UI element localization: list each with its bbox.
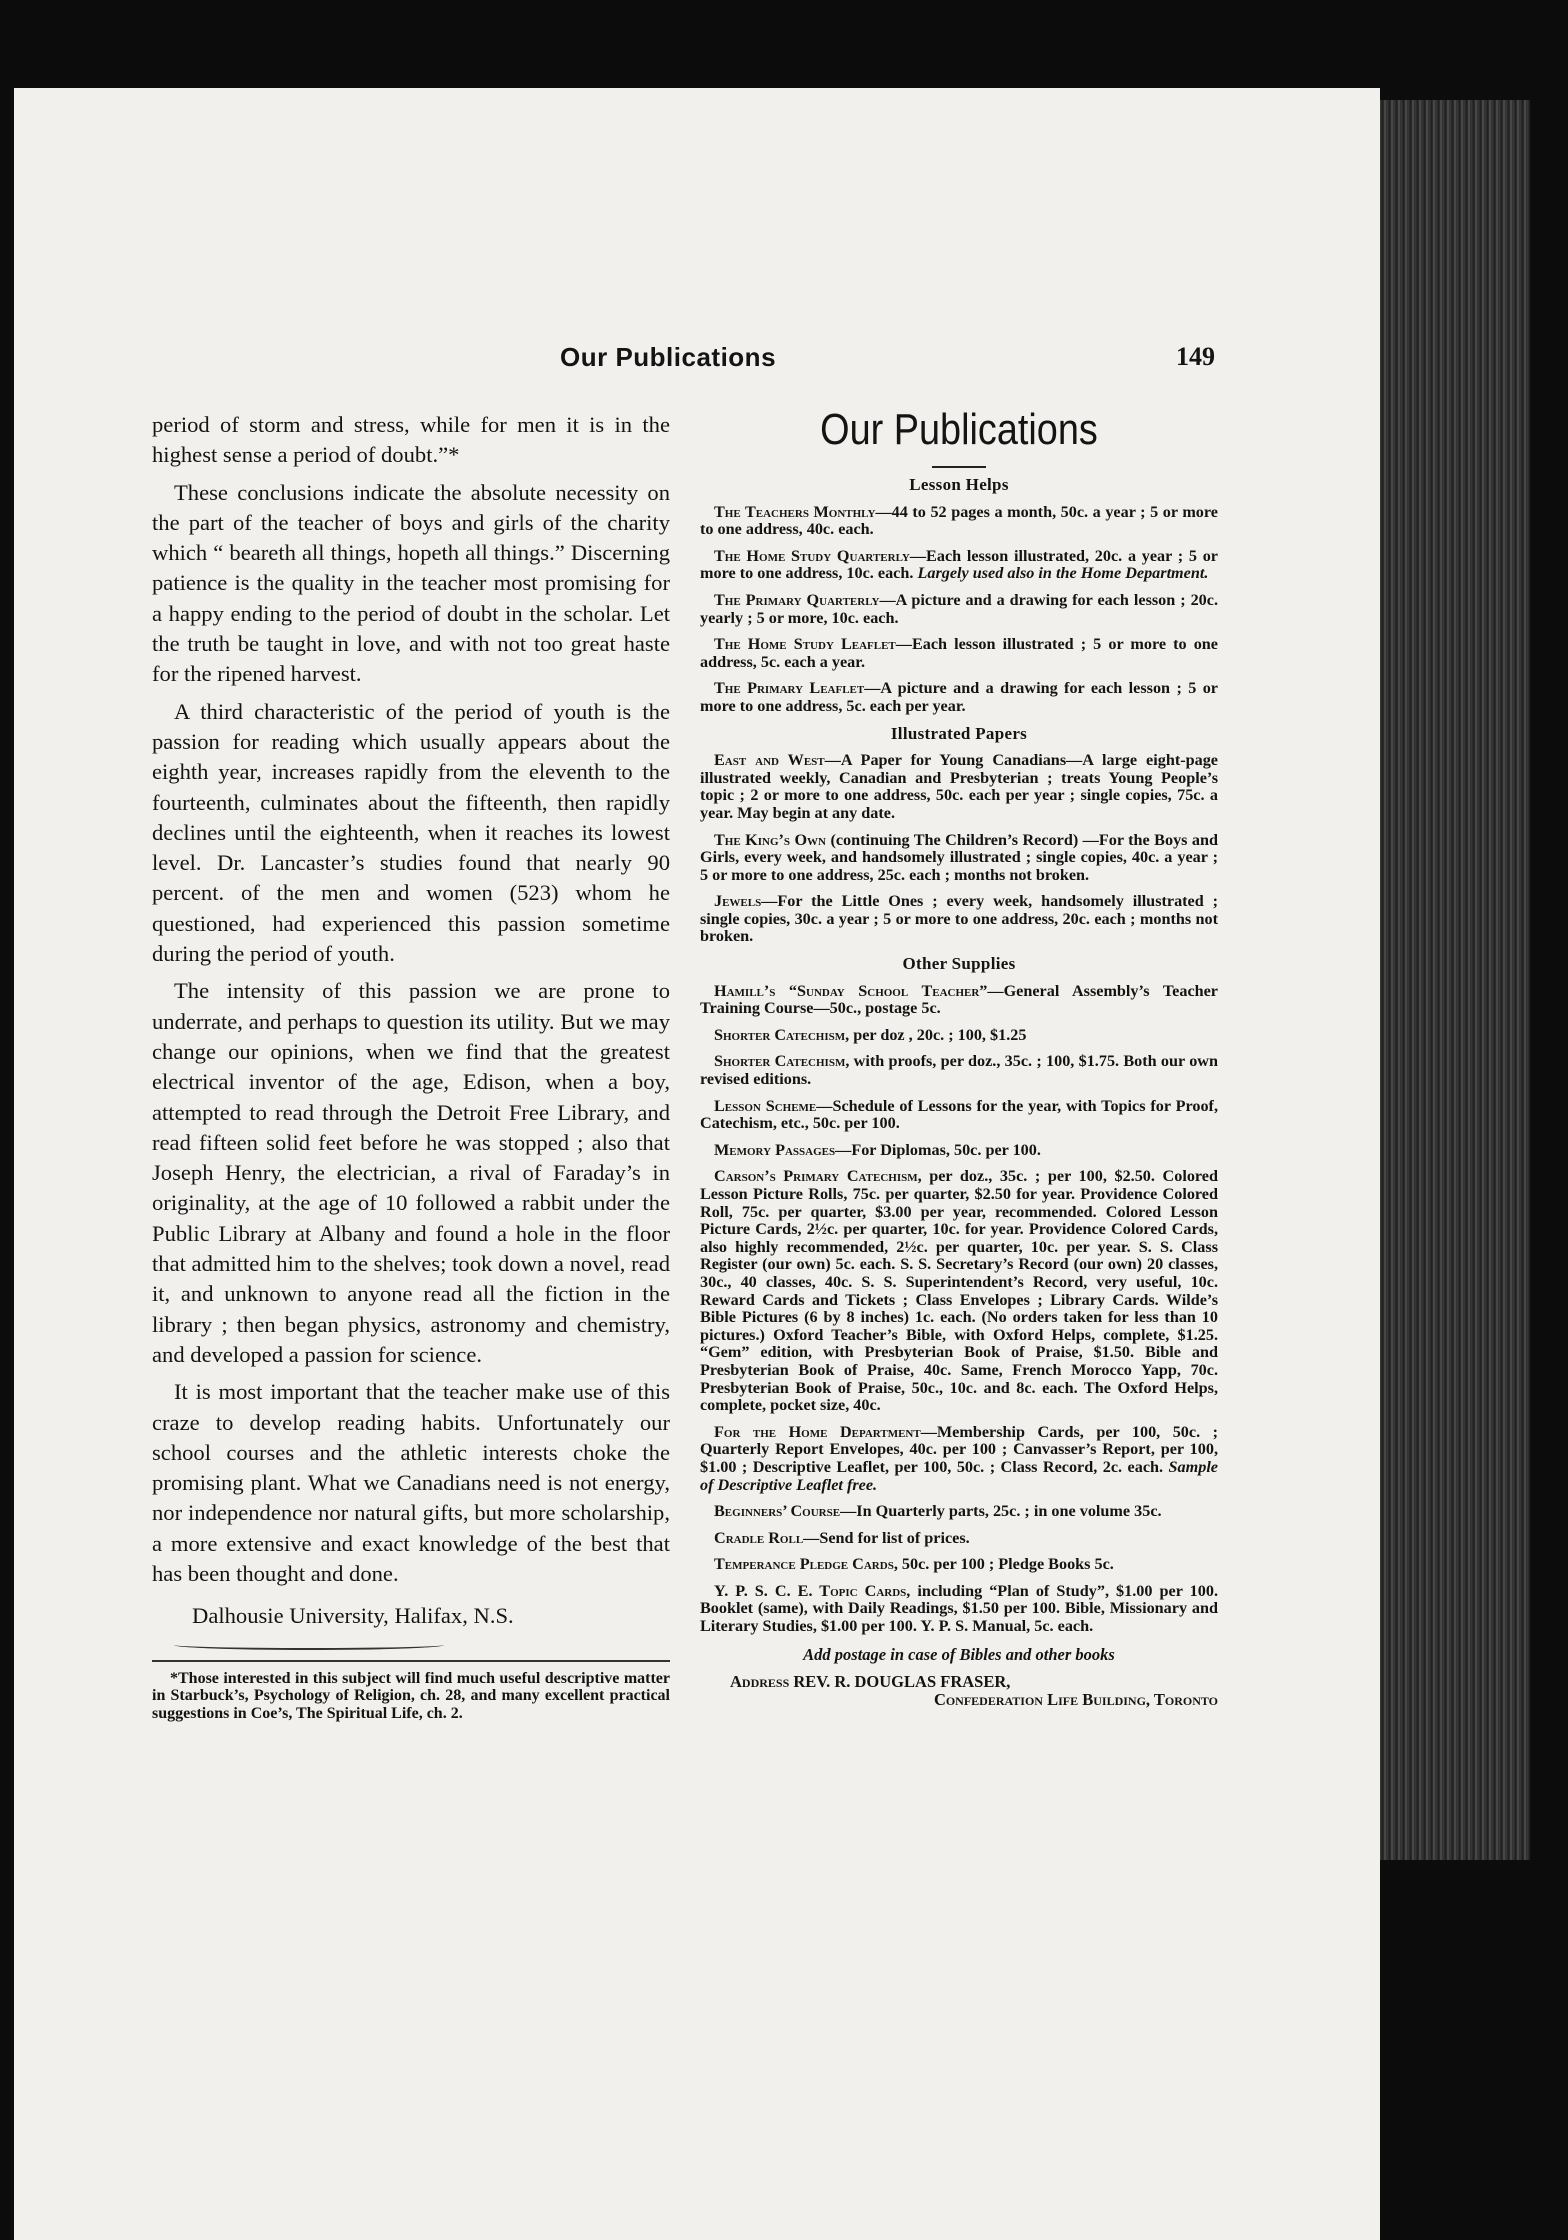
entry-name: Carson’s Primary Catechism: [714, 1167, 918, 1186]
entry-name: The King’s Own: [714, 830, 826, 849]
list-item: [700, 1053, 1218, 1088]
entry-name: The Teachers Monthly: [714, 502, 876, 521]
list-item: [700, 504, 1218, 539]
footnote: *Those interested in this subject will find much useful descriptive matter in Starbuck’s, Psychology of Religion, ch. 28, and many excellent practical suggestions in Coe’s, The Spiritual Life, ch. 2.: [152, 1669, 670, 1722]
title-divider: [932, 466, 986, 468]
entry-text: , including “Plan of Study”, $1.00 per 100. Booklet (same), with Daily Readings, $1.50 per 100. Bible, Missionary and Literary Studies, $1.00 per 100. Y. P. S. Manual, 5c. each.: [700, 1581, 1218, 1636]
entry-note: Largely used also in the Home Department.: [917, 564, 1209, 583]
list-item: [700, 1503, 1218, 1521]
entry-text: —For the Little Ones ; every week, handsomely illustrated ; single copies, 30c. a year ; 5 or more to one address, 20c. each ; months not broken.: [700, 892, 1218, 946]
entry-text: —Each lesson illustrated, 20c. a year ; 5 or more to one address, 10c. each.: [700, 546, 1218, 583]
list-item: [700, 983, 1218, 1018]
entry-note: Sample of Descriptive Leaflet free.: [700, 1457, 1218, 1494]
entry-name: The Home Study Quarterly: [714, 546, 910, 565]
entry-text: —General Assembly’s Teacher Training Course—50c., postage 5c.: [700, 981, 1218, 1018]
list-item: [700, 636, 1218, 671]
book-page-edges: [1380, 100, 1530, 1860]
right-column: [700, 404, 1218, 1708]
paragraph: These conclusions indicate the absolute necessity on the part of the teacher of boys and girls of the charity which “ beareth all things, hopeth all things.” Discerning patience is the quality in the teacher most promising for a happy ending to the period of doubt in the scholar. Let the truth be taught in love, and with not too great haste for the ripened harvest.: [152, 479, 670, 687]
address-name: REV. R. DOUGLAS FRASER,: [793, 1672, 1011, 1692]
running-title: Our Publications: [560, 342, 777, 372]
publications-title: Our Publications: [820, 405, 1098, 454]
entry-text: —A picture and a drawing for each lesson ; 20c. yearly ; 5 or more, 10c. each.: [700, 590, 1218, 627]
entry-name: Lesson Scheme: [714, 1096, 817, 1115]
entry-text: , with proofs, per doz., 35c. ; 100, $1.75. Both our own revised editions.: [700, 1052, 1218, 1089]
address-line: [700, 1673, 1218, 1691]
entry-text: , per doz , 20c. ; 100, $1.25: [845, 1025, 1027, 1044]
list-item: [700, 893, 1218, 946]
entry-text: , per doz., 35c. ; per 100, $2.50. Colored Lesson Picture Rolls, 75c. per quarter, $2.50 for year. Providence Colored Roll, 75c. per quarter, $3.00 per year, recommended. Colored Lesson Picture Cards, 2½c. per quarter, 10c. for year. Providence Colored Cards, also highly recommended, 2½c. per quarter, 10c. per year. S. S. Class Register (our own) 5c. each. S. S. Secretary’s Record (our own) 20 classes, 30c., 40 classes, 40c. S. S. Superintendent’s Record, very useful, 10c. Reward Cards and Tickets ; Class Envelopes ; Library Cards. Wilde’s Bible Pictures (6 by 8 inches) 1c. each. (No orders taken for less than 10 pictures.) Oxford Teacher’s Bible, with Oxford Helps, complete, $1.25. “Gem” edition, with Presbyterian Book of Praise, $1.50. Bible and Presbyterian Book of Praise, 40c. Same, French Morocco Yapp, 70c. Presbyterian Book of Praise, 50c., 10c. and 8c. each. The Oxford Helps, complete, pocket size, 40c.: [700, 1167, 1218, 1415]
list-item: [700, 1027, 1218, 1045]
entry-name: Temperance Pledge Cards: [714, 1555, 894, 1574]
entry-name: Cradle Roll: [714, 1528, 804, 1547]
entry-name: Jewels: [714, 892, 762, 911]
entry-name: Y. P. S. C. E. Topic Cards: [714, 1581, 907, 1600]
entry-text: —In Quarterly parts, 25c. ; in one volume 35c.: [840, 1502, 1162, 1521]
entry-text: —A Paper for Young Canadians—A large eight-page illustrated weekly, Canadian and Presbyterian ; treats Young People’s topic ; 2 or more to one address, 50c. each per year ; single copies, 75c. a year. May begin at any date.: [700, 751, 1218, 822]
entry-text: (continuing The Children’s Record) —For the Boys and Girls, every week, and handsomely illustrated ; single copies, 40c. a year ; 5 or more to one address, 25c. each ; months not broken.: [700, 830, 1219, 884]
entry-name: The Primary Quarterly: [714, 590, 880, 609]
list-item: [700, 752, 1218, 822]
footnote-divider: [152, 1660, 670, 1662]
entry-name: The Home Study Leaflet: [714, 635, 896, 654]
postage-note: Add postage in case of Bibles and other books: [803, 1644, 1115, 1664]
entry-name: Shorter Catechism: [714, 1052, 846, 1071]
paragraph: The intensity of this passion we are prone to underrate, and perhaps to question its utility. But we may change our opinions, when we find that the greatest electrical inventor of the age, Edison, when a boy, attempted to read through the Detroit Free Library, and read fifteen solid feet before he was stopped ; also that Joseph Henry, the electrician, a rival of Faraday’s in originality, at the age of 10 followed a rabbit under the Public Library at Albany and found a hole in the floor that admitted him to the shelves; took down a novel, read it, and unknown to anyone read all the fiction in the library ; then began physics, astronomy and chemistry, and developed a passion for science.: [152, 978, 670, 1367]
paragraph: period of storm and stress, while for men it is in the highest sense a period of doubt.”*: [152, 412, 670, 468]
entry-text: —Membership Cards, per 100, 50c. ; Quarterly Report Envelopes, 40c. per 100 ; Canvasser’s Report, per 100, $1.00 ; Descriptive Leaflet, per 100, 50c. ; Class Record, 2c. each.: [700, 1422, 1218, 1476]
list-item: [700, 1424, 1218, 1494]
signature-flourish: [174, 1640, 444, 1650]
list-item: [700, 592, 1218, 627]
paragraph: It is most important that the teacher make use of this craze to develop reading habits. Unfortunately our school courses and the athletic interests choke the promising plant. What we Canadians need is not energy, nor independence nor natural gifts, but more scholarship, a more extensive and exact knowledge of the best that has been thought and done.: [152, 1379, 670, 1586]
list-item: [700, 832, 1218, 885]
list-item: [700, 1142, 1218, 1160]
signature: Dalhousie University, Halifax, N.S.: [192, 1603, 514, 1629]
list-item: [700, 1556, 1218, 1574]
entry-name: For the Home Department: [714, 1422, 921, 1441]
entry-name: Beginners’ Course: [714, 1502, 841, 1521]
address-label: Address: [730, 1672, 790, 1692]
entry-text: —A picture and a drawing for each lesson ; 5 or more to one address, 5c. each per year.: [700, 679, 1218, 715]
entry-text: —Send for list of prices.: [803, 1528, 970, 1547]
entry-text: —Each lesson illustrated ; 5 or more to one address, 5c. each a year.: [700, 635, 1218, 671]
entry-name: The Primary Leaflet: [714, 679, 865, 698]
list-item: [700, 1168, 1218, 1414]
list-item: [700, 1583, 1218, 1636]
list-item: [700, 680, 1218, 715]
entry-name: Hamill’s “Sunday School Teacher”: [714, 981, 988, 1000]
section-heading: Lesson Helps: [909, 475, 1009, 494]
address-building: Confederation Life Building, Toronto: [933, 1689, 1218, 1709]
section-heading: Other Supplies: [902, 954, 1016, 974]
list-item: [700, 548, 1218, 583]
paragraph: A third characteristic of the period of youth is the passion for reading which usually appears about the eighth year, increases rapidly from the eleventh to the fourteenth, culminates about the fifteenth, then rapidly declines until the eighteenth, when it reaches its lowest level. Dr. Lancaster’s studies found that nearly 90 percent. of the men and women (523) whom he questioned, had experienced this passion sometime during the period of youth.: [152, 698, 670, 967]
entry-name: Memory Passages: [714, 1140, 836, 1159]
list-item: [700, 1530, 1218, 1548]
entry-text: —Schedule of Lessons for the year, with Topics for Proof, Catechism, etc., 50c. per 100.: [700, 1096, 1218, 1133]
entry-text: —For Diplomas, 50c. per 100.: [835, 1140, 1041, 1159]
entry-name: East and West: [714, 751, 825, 770]
list-item: [700, 1098, 1218, 1133]
section-heading: Illustrated Papers: [890, 723, 1028, 743]
left-column: [152, 410, 670, 1722]
entry-text: , 50c. per 100 ; Pledge Books 5c.: [893, 1555, 1114, 1574]
entry-name: Shorter Catechism: [714, 1025, 846, 1044]
page-number: 149: [1176, 342, 1215, 371]
entry-text: —44 to 52 pages a month, 50c. a year ; 5 or more to one address, 40c. each.: [700, 502, 1218, 539]
